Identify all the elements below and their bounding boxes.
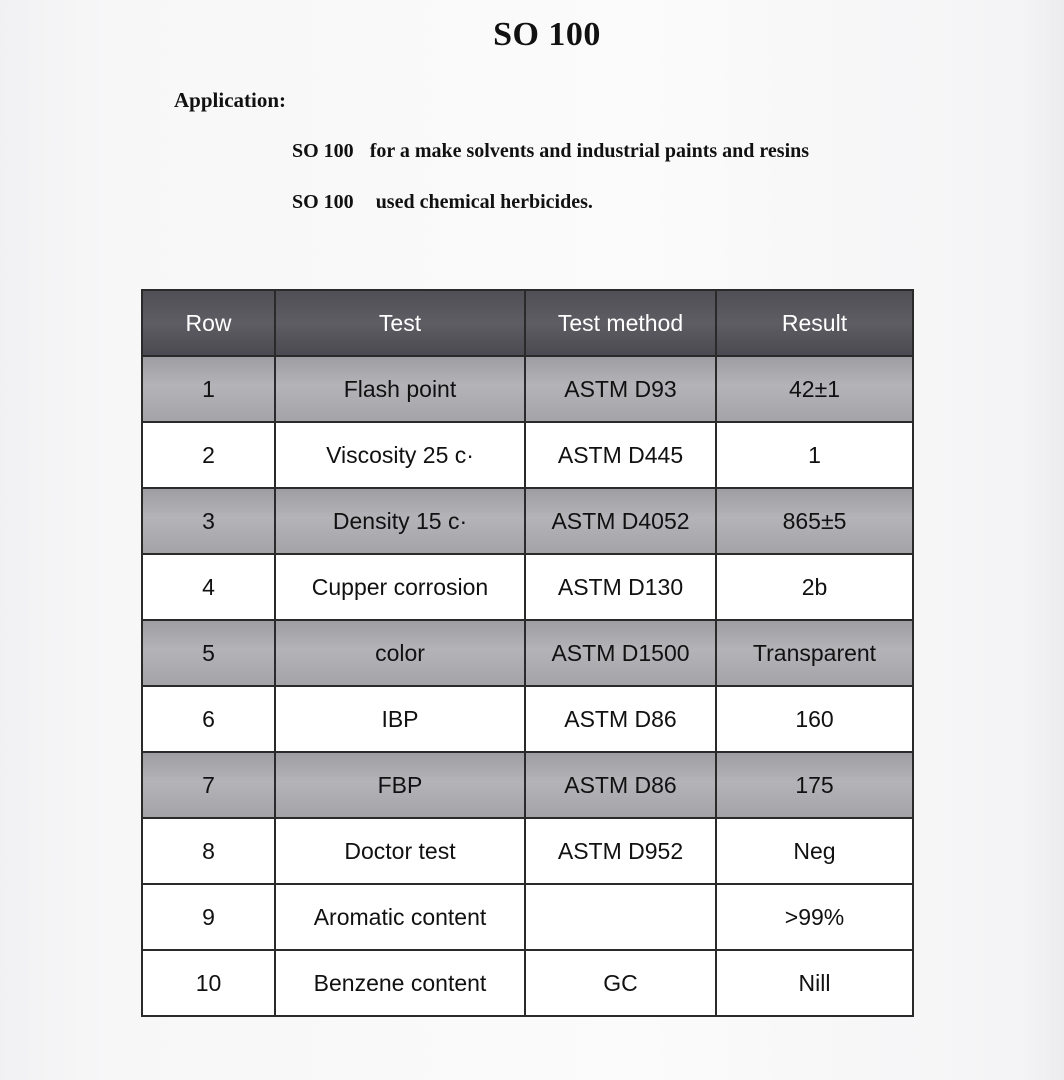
cell-test: Doctor test xyxy=(275,818,525,884)
cell-test: color xyxy=(275,620,525,686)
cell-method: ASTM D4052 xyxy=(525,488,716,554)
cell-result: >99% xyxy=(716,884,913,950)
cell-result: Nill xyxy=(716,950,913,1016)
application-text-2: used chemical herbicides. xyxy=(375,191,593,213)
cell-method xyxy=(525,884,716,950)
table-row xyxy=(142,422,913,488)
cell-row: 10 xyxy=(142,950,275,1016)
cell-test: Aromatic content xyxy=(275,884,525,950)
table-header-row xyxy=(142,290,913,356)
cell-method: ASTM D1500 xyxy=(525,620,716,686)
cell-method: ASTM D93 xyxy=(525,356,716,422)
cell-result: 865±5 xyxy=(716,488,913,554)
cell-result: Neg xyxy=(716,818,913,884)
application-line-2 xyxy=(292,191,593,214)
application-product-1: SO 100 xyxy=(292,140,354,162)
header-test-method: Test method xyxy=(525,290,716,356)
table-row xyxy=(142,356,913,422)
table-row xyxy=(142,620,913,686)
table-row xyxy=(142,818,913,884)
table-row xyxy=(142,554,913,620)
cell-row: 7 xyxy=(142,752,275,818)
cell-test: Benzene content xyxy=(275,950,525,1016)
table-row xyxy=(142,950,913,1016)
cell-method: GC xyxy=(525,950,716,1016)
header-result: Result xyxy=(716,290,913,356)
cell-test: Flash point xyxy=(275,356,525,422)
cell-row: 2 xyxy=(142,422,275,488)
application-product-2: SO 100 xyxy=(292,191,354,213)
cell-method: ASTM D86 xyxy=(525,686,716,752)
cell-row: 8 xyxy=(142,818,275,884)
header-row: Row xyxy=(142,290,275,356)
cell-method: ASTM D86 xyxy=(525,752,716,818)
cell-result: 2b xyxy=(716,554,913,620)
cell-method: ASTM D952 xyxy=(525,818,716,884)
specification-table xyxy=(141,289,914,1017)
cell-test: FBP xyxy=(275,752,525,818)
cell-row: 5 xyxy=(142,620,275,686)
header-test: Test xyxy=(275,290,525,356)
application-text-1: for a make solvents and industrial paints and resins xyxy=(369,140,810,162)
cell-test: Density 15 c· xyxy=(275,488,525,554)
cell-result: 42±1 xyxy=(716,356,913,422)
table-row xyxy=(142,884,913,950)
cell-row: 9 xyxy=(142,884,275,950)
table-row xyxy=(142,686,913,752)
cell-result: 1 xyxy=(716,422,913,488)
cell-test: IBP xyxy=(275,686,525,752)
application-label: Application: xyxy=(174,88,287,112)
cell-result: 160 xyxy=(716,686,913,752)
cell-method: ASTM D445 xyxy=(525,422,716,488)
cell-row: 4 xyxy=(142,554,275,620)
cell-row: 3 xyxy=(142,488,275,554)
table-row xyxy=(142,488,913,554)
cell-row: 1 xyxy=(142,356,275,422)
cell-result: 175 xyxy=(716,752,913,818)
application-line-1 xyxy=(292,140,809,163)
page-title: SO 100 xyxy=(493,16,601,53)
cell-method: ASTM D130 xyxy=(525,554,716,620)
cell-result: Transparent xyxy=(716,620,913,686)
cell-test: Cupper corrosion xyxy=(275,554,525,620)
cell-test: Viscosity 25 c· xyxy=(275,422,525,488)
table-row xyxy=(142,752,913,818)
cell-row: 6 xyxy=(142,686,275,752)
